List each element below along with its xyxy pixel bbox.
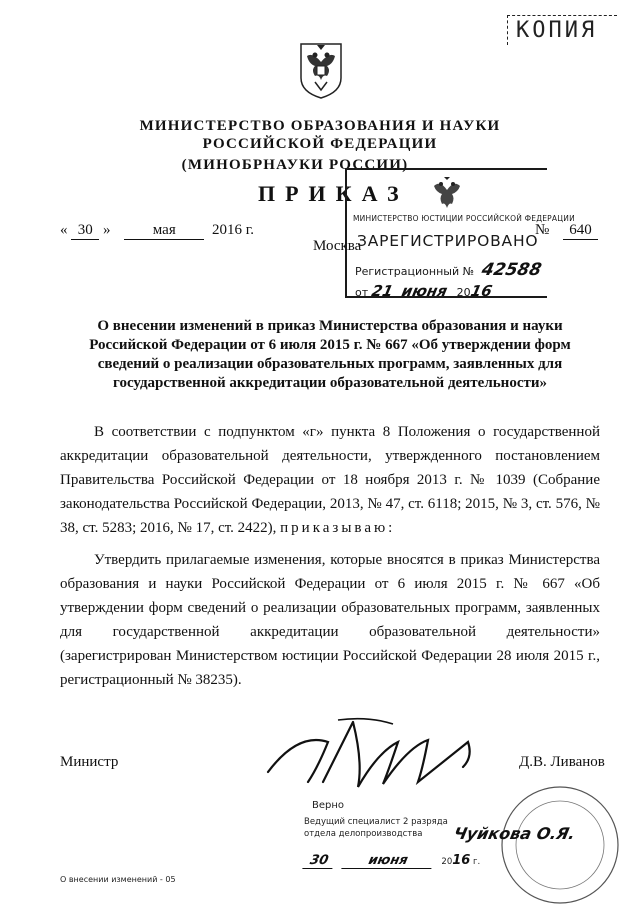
body-paragraph-1-text: В соответствии с подпунктом «г» пункта 8 Положения о государственной аккредитации образовательной деятельности, утвержденного постановлением Правительства Российской Федерации от 18 ноября 2013 г. № 1039 (Собрание законодательства Российской Федерации, 2013, № 47, ст. 6118; 2015, № 3, ст. 576, № 38, ст. 5283; 2016, № 17, ст. 2422),	[60, 424, 600, 536]
stamp-registered: ЗАРЕГИСТРИРОВАНО	[357, 232, 539, 250]
stamp-date-year: 16	[468, 282, 494, 300]
ministry-name-line1: МИНИСТЕРСТВО ОБРАЗОВАНИЯ И НАУКИ	[139, 118, 501, 134]
copy-stamp: КОПИЯ	[507, 15, 617, 45]
signatory-name: Д.В. Ливанов	[519, 754, 605, 770]
verification-year-suffix: г.	[473, 857, 481, 867]
verno-label: Верно	[312, 800, 345, 811]
verification-position-line2: отдела делопроизводства	[304, 829, 423, 839]
stamp-reg-label: Регистрационный №	[355, 265, 475, 278]
order-number-sign: №	[535, 222, 550, 238]
order-year: 2016 г.	[212, 222, 254, 238]
stamp-ministry: МИНИСТЕРСТВО ЮСТИЦИИ РОССИЙСКОЙ ФЕДЕРАЦИИ	[353, 214, 575, 223]
body-paragraph-1	[60, 420, 600, 540]
verification-date	[304, 853, 480, 869]
document-title: ПРИКАЗ	[258, 181, 409, 206]
stamp-date-month: июня	[400, 282, 450, 300]
order-date	[60, 222, 254, 240]
verification-signer: Чуйкова О.Я.	[451, 824, 578, 843]
ministry-name-line2: РОССИЙСКОЙ ФЕДЕРАЦИИ	[202, 136, 438, 152]
verification-block	[304, 800, 578, 869]
registration-stamp	[345, 168, 575, 300]
order-day: 30	[71, 222, 99, 240]
signatory-position: Министр	[60, 754, 119, 770]
stamp-reg-number-line	[355, 260, 541, 280]
coat-of-arms-icon	[297, 40, 345, 100]
verification-day: 30	[302, 853, 335, 869]
body-paragraph-2: Утвердить прилагаемые изменения, которые вносятся в приказ Министерства образования и науки Российской Федерации от 6 июля 2015 г. № 667 «Об утверждении форм сведений о реализации образовательных программ, заявленных для государственной аккредитации образовательной деятельности» (зарегистрирован Министерством юстиции Российской Федерации 28 июля 2015 г., регистрационный № 38235).	[60, 552, 600, 688]
order-number: 640	[563, 222, 598, 240]
ministry-short-name: (МИНОБРНАУКИ РОССИИ)	[181, 157, 409, 173]
stamp-date-line	[355, 282, 494, 300]
footer-filename: О внесении изменений - 05	[60, 875, 176, 884]
stamp-date-prefix: от	[355, 286, 369, 299]
quote-close: »	[103, 222, 111, 238]
stamp-date-year-prefix: 20	[456, 286, 471, 299]
verification-position-line1: Ведущий специалист 2 разряда	[304, 817, 448, 827]
quote-open: «	[60, 222, 68, 238]
verification-year-prefix: 20	[441, 857, 453, 867]
order-month: мая	[124, 222, 204, 240]
verification-year: 16	[452, 853, 471, 868]
eagle-emblem-icon	[430, 176, 464, 212]
order-city: Москва	[313, 238, 362, 254]
stamp-date-day: 21	[369, 282, 395, 300]
stamp-reg-number: 42588	[479, 260, 543, 280]
verification-month: июня	[341, 853, 434, 869]
handwritten-signature	[258, 712, 488, 802]
order-word: приказываю:	[280, 520, 396, 536]
order-heading: О внесении изменений в приказ Министерства образования и науки Российской Федерации от 6 июля 2015 г. № 667 «Об утверждении форм сведений о реализации образовательных программ, заявленных для государственной аккредитации образовательной деятельности»	[89, 318, 571, 391]
